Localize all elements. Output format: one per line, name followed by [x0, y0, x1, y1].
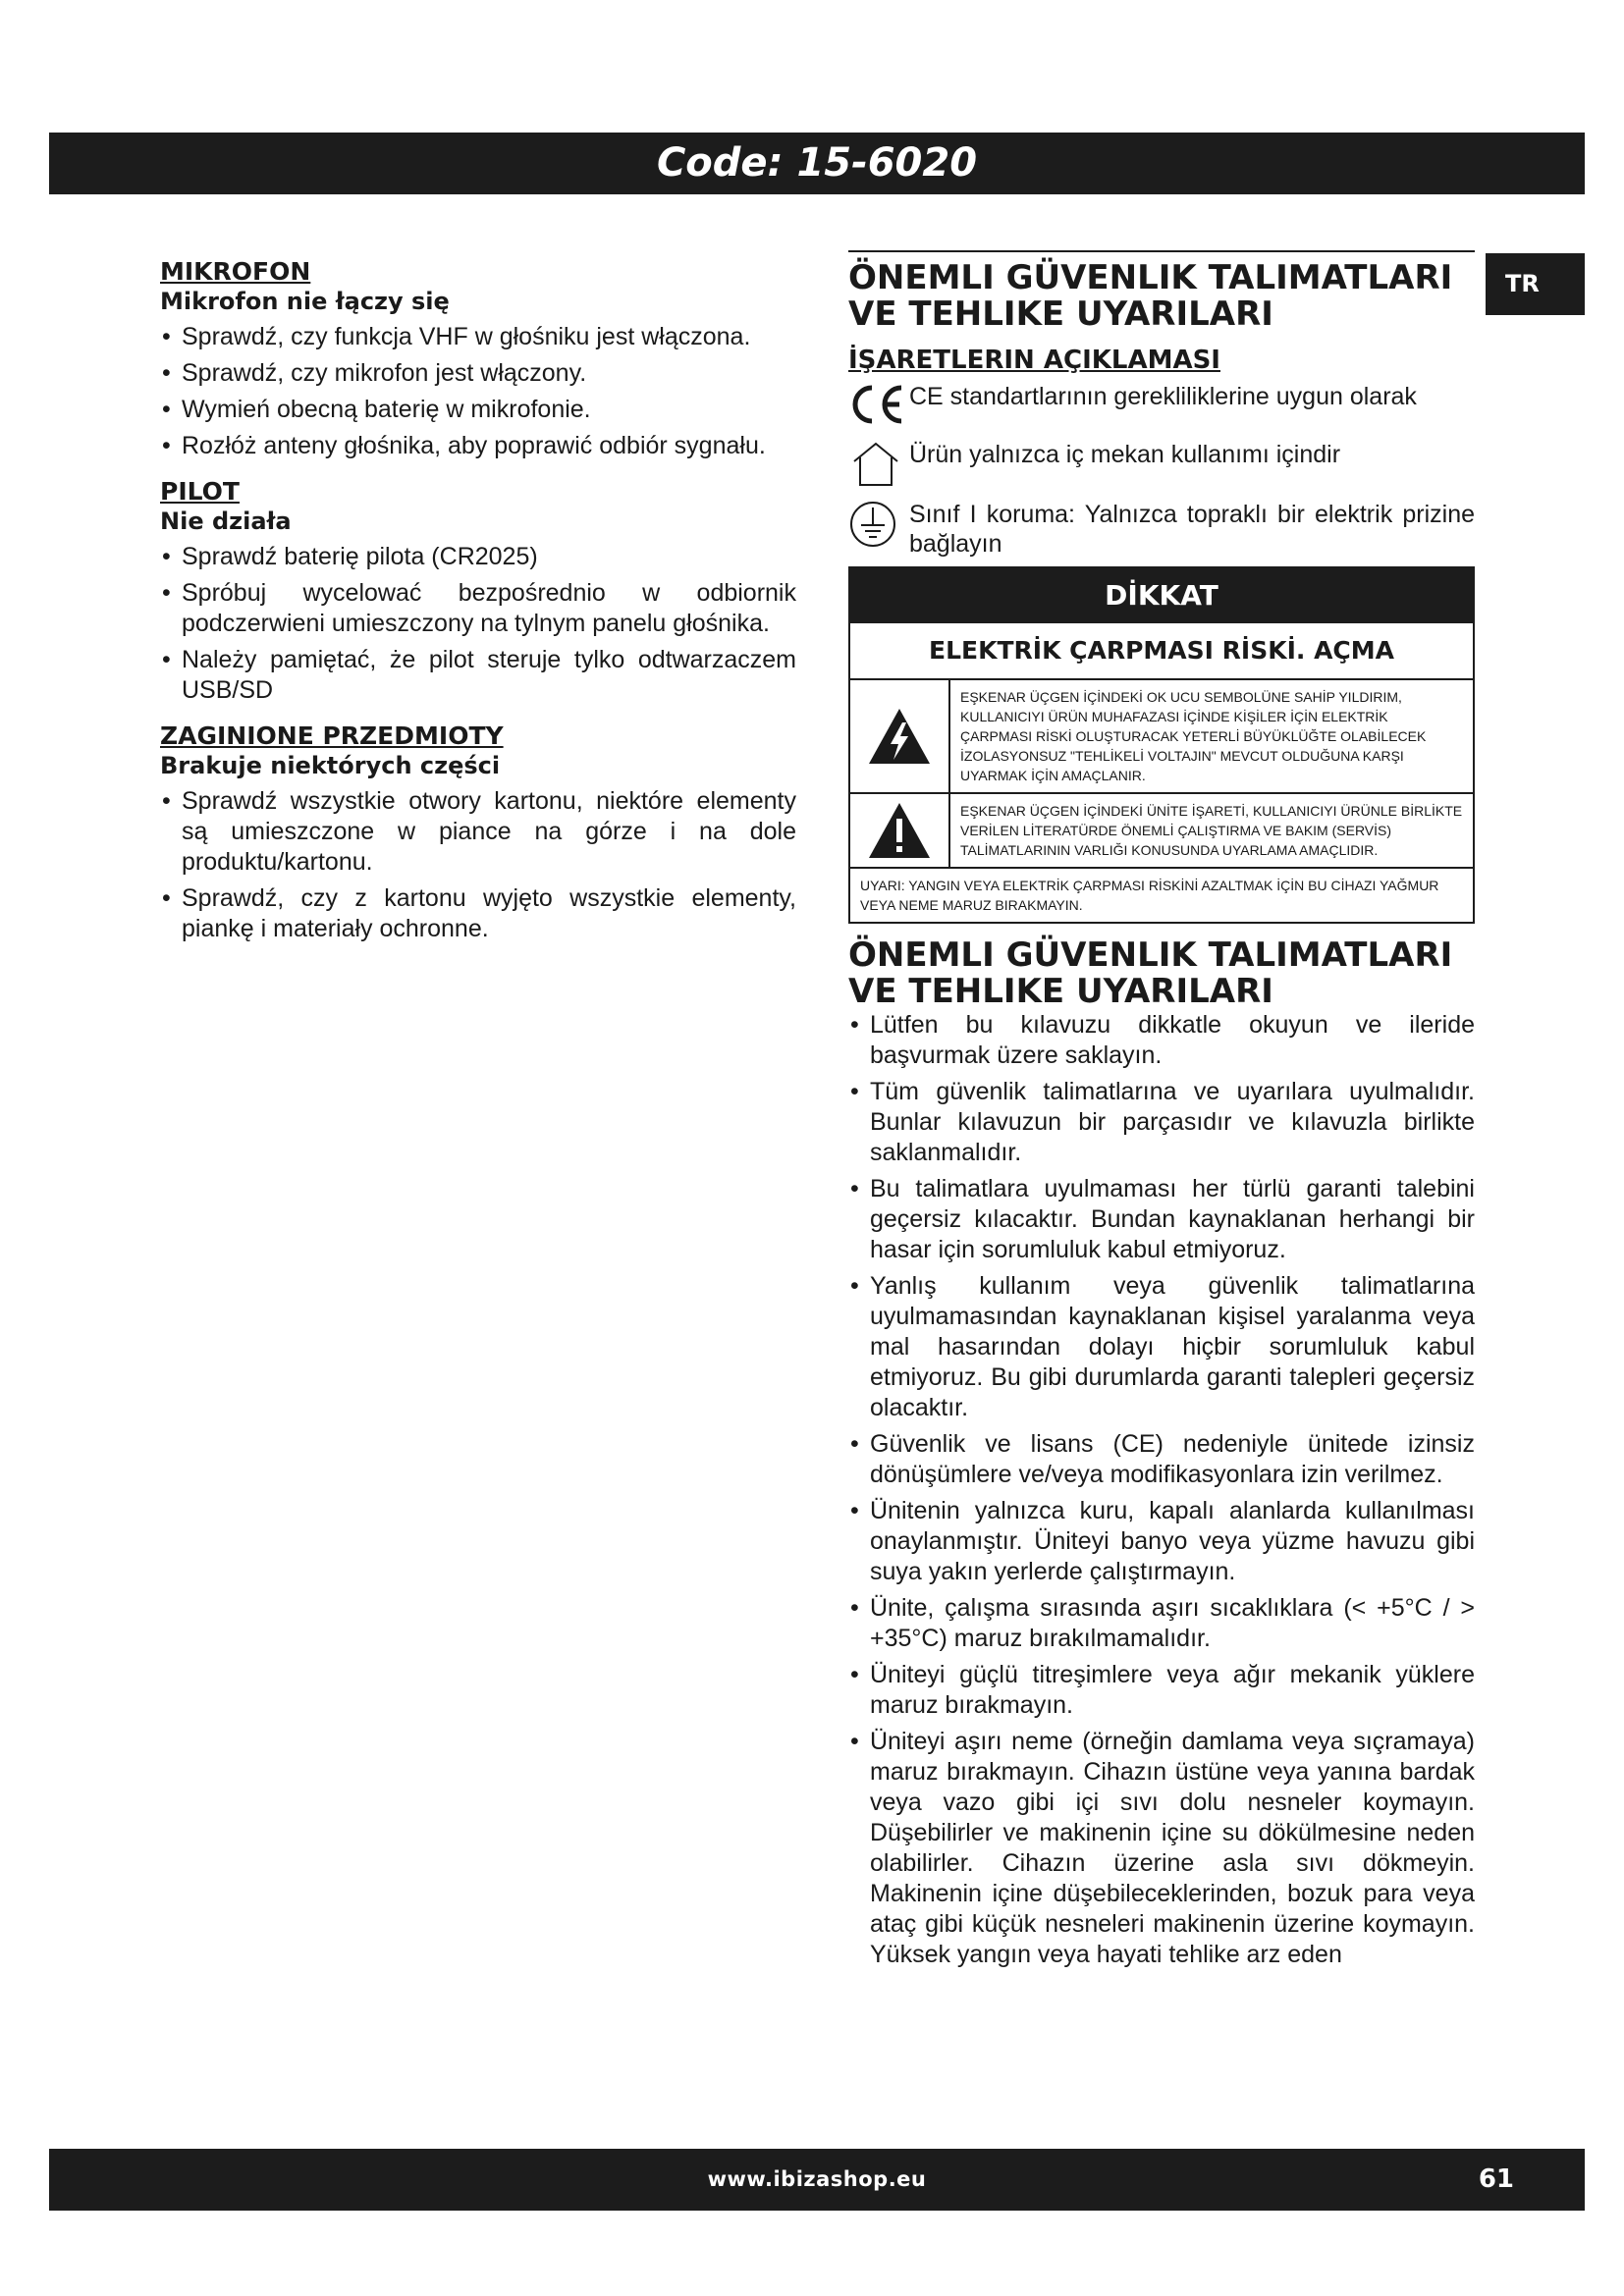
list-item: • Güvenlik ve lisans (CE) nedeniyle ünitede izinsiz dönüşümlere ve/veya modifikasyonlara izin verilmez.: [848, 1429, 1475, 1490]
list-item: • Sprawdź, czy mikrofon jest włączony.: [160, 358, 796, 389]
list-item: • Należy pamiętać, że pilot steruje tylko odtwarzaczem USB/SD: [160, 645, 796, 706]
house-icon: [848, 440, 909, 492]
right-column: [848, 250, 1475, 1976]
section-title: PILOT: [160, 477, 240, 506]
symbols-heading: İŞARETLERIN AÇIKLAMASI: [848, 346, 1220, 375]
symbol-text: Ürün yalnızca iç mekan kullanımı içindir: [909, 441, 1341, 468]
section-pilot: [160, 477, 796, 706]
section-missing-items: [160, 721, 796, 944]
list-item: • Sprawdź, czy z kartonu wyjęto wszystkie elementy, piankę i materiały ochronne.: [160, 883, 796, 944]
warning-heading: DİKKAT: [850, 568, 1473, 623]
list-item: • Wymień obecną baterię w mikrofonie.: [160, 395, 796, 425]
warning-text: EŞKENAR ÜÇGEN İÇİNDEKİ OK UCU SEMBOLÜNE SAHİP YILDIRIM, KULLANICIYI ÜRÜN MUHAFAZASI İÇİNDE KİŞİLER İÇİN ELEKTRİK ÇARPMASI RİSKİ OLUŞTURACAK YETERLİ BÜYÜKLÜĞTE OLABİLECEK İZOLASYONSUZ "TEHLİKELİ VOLTAJIN" MEVCUT OLDUĞUNA KARŞI UYARMAK İÇİN AMAÇLANIR.: [960, 689, 1427, 783]
warning-subheading: ELEKTRİK ÇARPMASI RİSKİ. AÇMA: [850, 623, 1473, 680]
section-mikrofon: [160, 257, 796, 461]
warning-row: [850, 680, 1473, 794]
ce-mark-icon: [848, 382, 909, 432]
header-bar: [49, 133, 1585, 194]
language-tab: TR: [1486, 253, 1585, 315]
list-item: • Rozłóż anteny głośnika, aby poprawić odbiór sygnału.: [160, 431, 796, 461]
list-item: • Üniteyi aşırı neme (örneğin damlama veya sıçramaya) maruz bırakmayın. Cihazın üstüne veya yanına bardak veya vazo gibi içi sıvı dolu nesneler koymayın. Düşebilirler ve makinenin içine su dökülmesine neden olabilirler. Cihazın üzerine asla sıvı dökmeyin. Makinenin içine düşebileceklerinden, bozuk para veya ataç gibi küçük nesneleri makinenin üzerine koymayın. Yüksek yangın veya hayati tehlike arz eden: [848, 1727, 1475, 1970]
warning-footer: UYARI: YANGIN VEYA ELEKTRİK ÇARPMASI RİSKİNİ AZALTMAK İÇİN BU CİHAZI YAĞMUR VEYA NEME MARUZ BIRAKMAYIN.: [860, 878, 1439, 913]
product-code: Code: 15-6020: [656, 140, 978, 186]
left-column: [160, 257, 796, 950]
list-item: • Sprawdź baterię pilota (CR2025): [160, 542, 796, 572]
list-item: • Bu talimatlara uyulmaması her türlü garanti talebini geçersiz kılacaktır. Bundan kaynaklanan herhangi bir hasar için sorumluluk kabul etmiyoruz.: [848, 1174, 1475, 1265]
safety-list: [848, 1010, 1475, 1970]
symbol-row-ce: [848, 382, 1475, 432]
list-item: • Üniteyi güçlü titreşimlere veya ağır mekanik yüklere maruz bırakmayın.: [848, 1660, 1475, 1721]
list-item: • Sprawdź, czy funkcja VHF w głośniku jest włączona.: [160, 322, 796, 352]
lightning-warning-icon: [850, 680, 950, 792]
symbol-row-indoor: [848, 440, 1475, 492]
symbol-text: CE standartlarının gerekliliklerine uygun olarak: [909, 383, 1417, 410]
exclamation-warning-icon: [850, 794, 950, 867]
warning-text: EŞKENAR ÜÇGEN İÇİNDEKİ ÜNİTE İŞARETİ, KULLANICIYI ÜRÜNLE BİRLİKTE VERİLEN LİTERATÜRDE ÖNEMLİ ÇALIŞTIRMA VE BAKIM (SERVİS) TALİMATLARININ VARLIĞI KONUSUNDA UYARLAMA AMAÇLIDIR.: [960, 803, 1463, 858]
warning-row: [850, 794, 1473, 869]
section-title: MIKROFON: [160, 257, 311, 286]
footer-bar: [49, 2149, 1585, 2211]
list-item: • Sprawdź wszystkie otwory kartonu, niektóre elementy są umieszczone w piance na górze i na dole produktu/kartonu.: [160, 786, 796, 878]
warning-box: [848, 566, 1475, 924]
section-title: ZAGINIONE PRZEDMIOTY: [160, 721, 504, 750]
list-item: • Yanlış kullanım veya güvenlik talimatlarına uyulmamasından kaynaklanan kişisel yaralanma veya mal hasarından dolayı hiçbir sorumluluk kabul etmiyoruz. Bu gibi durumlarda garanti talepleri geçersiz olacaktır.: [848, 1271, 1475, 1423]
ground-icon: [848, 500, 909, 554]
list-item: • Ünite, çalışma sırasında aşırı sıcaklıklara (< +5°C / > +35°C) maruz bırakılmamalıdır.: [848, 1593, 1475, 1654]
list-item: • Tüm güvenlik talimatlarına ve uyarılara uyulmalıdır. Bunlar kılavuzun bir parçasıdır ve kılavuzla birlikte saklanmalıdır.: [848, 1077, 1475, 1168]
footer-url: www.ibizashop.eu: [707, 2167, 927, 2191]
section-subtitle: Brakuje niektórych części: [160, 752, 501, 779]
symbol-row-ground: [848, 500, 1475, 559]
list-item: • Spróbuj wycelować bezpośrednio w odbiornik podczerwieni umieszczony na tylnym panelu głośnika.: [160, 578, 796, 639]
list-item: • Lütfen bu kılavuzu dikkatle okuyun ve ileride başvurmak üzere saklayın.: [848, 1010, 1475, 1071]
section-subtitle: Mikrofon nie łączy się: [160, 288, 450, 315]
safety-title-2: ÖNEMLI GÜVENLIK TALIMATLARI VE TEHLIKE UYARILARI: [848, 935, 1453, 1011]
section-subtitle: Nie działa: [160, 507, 292, 535]
page-number: 61: [1478, 2164, 1514, 2194]
symbol-text: Sınıf I koruma: Yalnızca topraklı bir elektrik prizine bağlayın: [909, 501, 1475, 558]
list-item: • Ünitenin yalnızca kuru, kapalı alanlarda kullanılması onaylanmıştır. Üniteyi banyo veya yüzme havuzu gibi suya yakın yerlerde çalıştırmayın.: [848, 1496, 1475, 1587]
safety-title: ÖNEMLI GÜVENLIK TALIMATLARI VE TEHLIKE UYARILARI: [848, 250, 1475, 333]
